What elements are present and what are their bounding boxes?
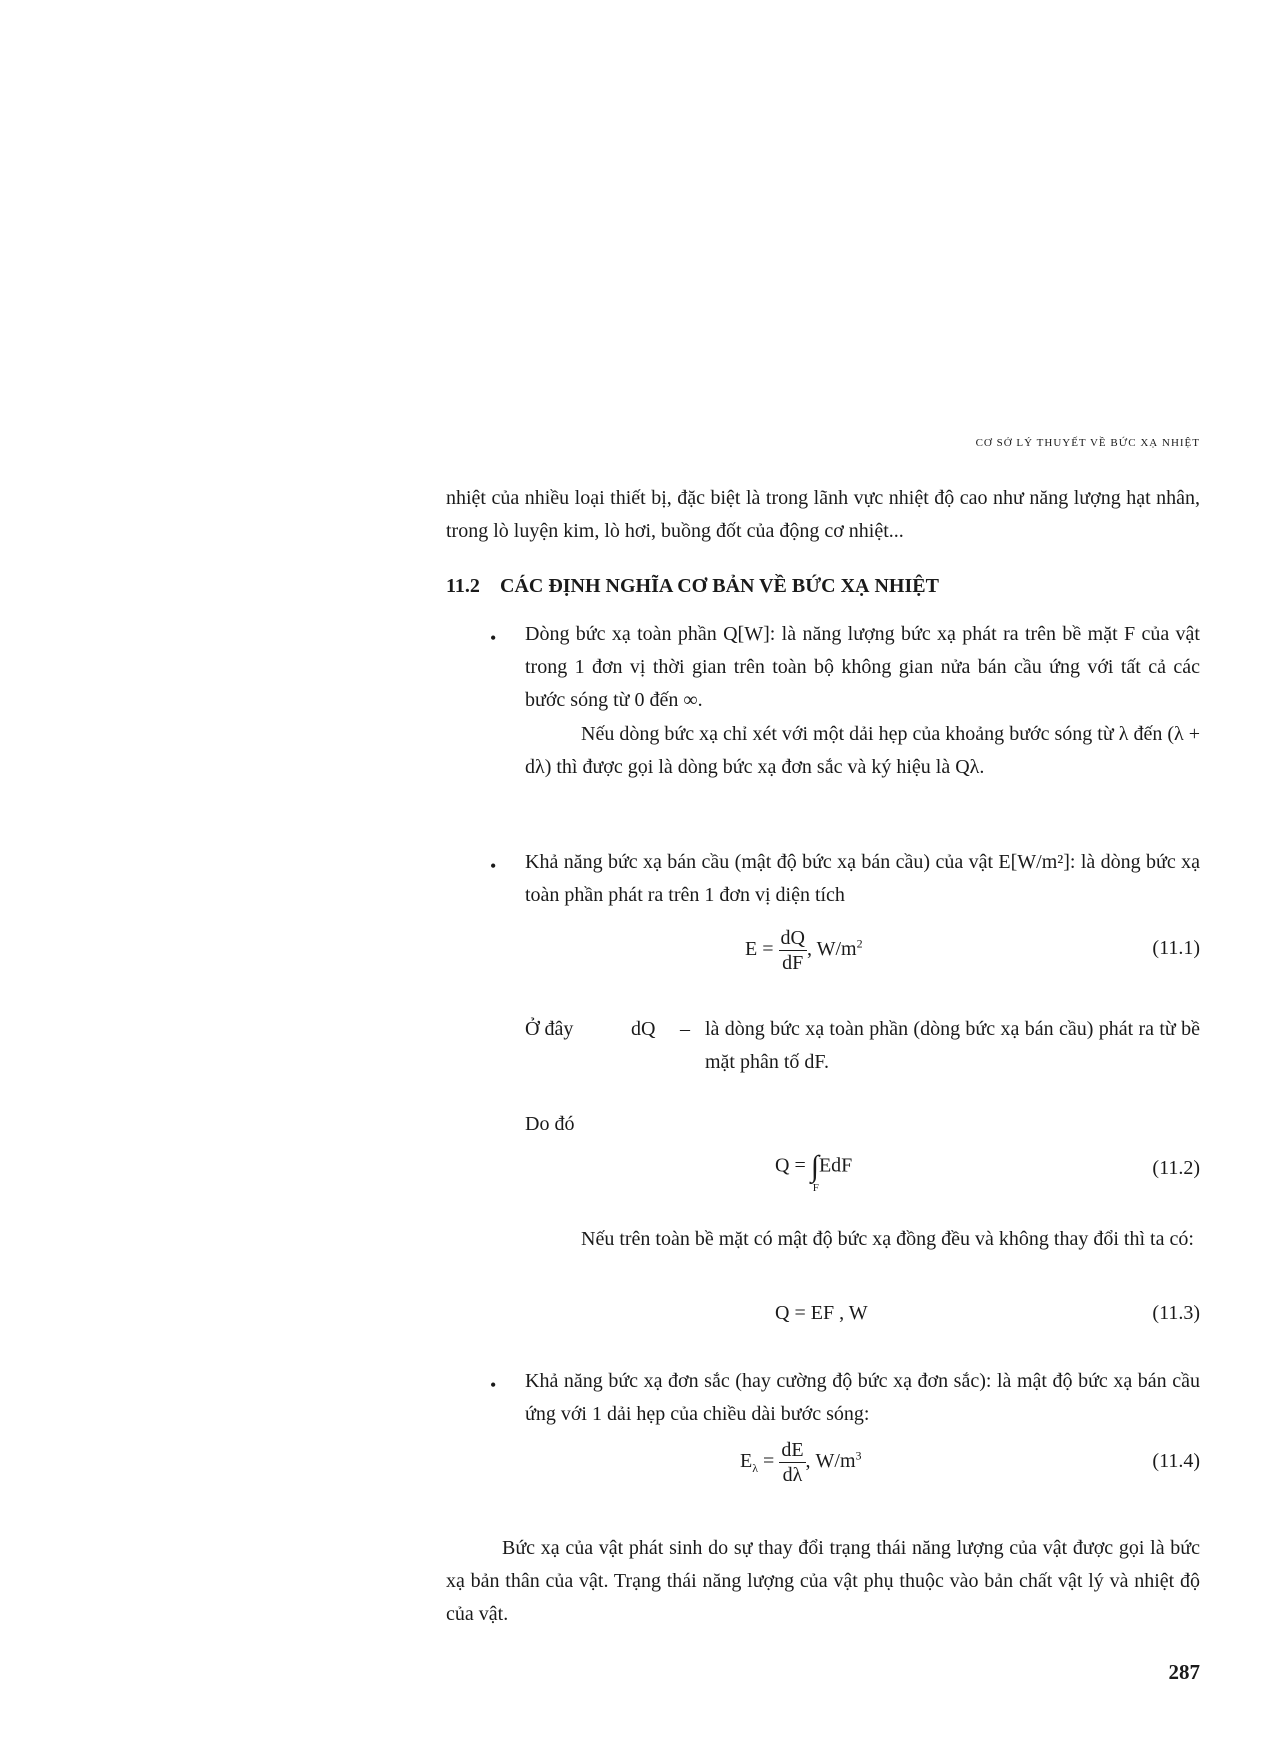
eq1-unit: , W/m (806, 938, 857, 961)
equation-label-11-1: (11.1) (1152, 937, 1200, 959)
eq4-unit-exponent: 3 (855, 1448, 862, 1463)
bullet-dot-icon: • (490, 856, 497, 876)
section-number: 11.2 (446, 575, 480, 597)
bullet-1-continuation: Nếu dòng bức xạ chỉ xét với một dải hẹp của khoảng bước sóng từ λ đến (λ + dλ) thì được gọi là dòng bức xạ đơn sắc và ký hiệu là Qλ. (525, 723, 1200, 778)
eq4-unit: , W/m (805, 1450, 856, 1473)
eq2-body: EdF (818, 1154, 853, 1177)
equation-label-11-2: (11.2) (1152, 1157, 1200, 1179)
bullet-1-text: Dòng bức xạ toàn phần Q[W]: là năng lượng bức xạ phát ra trên bề mặt F của vật trong 1 đơn vị thời gian trên toàn bộ không gian nửa bán cầu ứng với tất cả các bước sóng từ 0 đến ∞. (525, 623, 1200, 711)
equation-11-1 (745, 926, 863, 975)
eq2-lhs: Q = (775, 1154, 806, 1177)
running-header: CƠ SỞ LÝ THUYẾT VỀ BỨC XẠ NHIỆT (975, 437, 1200, 449)
equation-11-4 (740, 1438, 862, 1487)
section-heading (446, 575, 939, 598)
eq1-numerator: dQ (780, 927, 805, 949)
eq1-lhs: E = (745, 938, 774, 961)
uniform-paragraph: Nếu trên toàn bề mặt có mật độ bức xạ đồng đều và không thay đổi thì ta có: (581, 1228, 1194, 1250)
where-lead: Ở đây (525, 1018, 574, 1040)
section-title: CÁC ĐỊNH NGHĨA CƠ BẢN VỀ BỨC XẠ NHIỆT (500, 575, 939, 597)
equation-label-11-4: (11.4) (1152, 1450, 1200, 1472)
intro-paragraph: nhiệt của nhiều loại thiết bị, đặc biệt là trong lãnh vực nhiệt độ cao như năng lượng hạt nhân, trong lò luyện kim, lò hơi, buồng đốt của động cơ nhiệt... (446, 487, 1200, 542)
eq2-lower-limit: F (812, 1182, 819, 1194)
eq4-lhs: E (740, 1450, 753, 1473)
eq1-unit-exponent: 2 (856, 936, 863, 951)
bullet-dot-icon: • (490, 628, 497, 648)
where-dash: – (680, 1018, 690, 1040)
bullet-3-text: Khả năng bức xạ đơn sắc (hay cường độ bức xạ đơn sắc): là mật độ bức xạ bán cầu ứng với 1 dải hẹp của chiều dài bước sóng: (525, 1370, 1200, 1425)
eq1-fraction (779, 926, 807, 975)
eq4-fraction (779, 1438, 805, 1487)
integral-icon: ∫ (810, 1150, 819, 1183)
bullet-2-text: Khả năng bức xạ bán cầu (mật độ bức xạ bán cầu) của vật E[W/m²]: là dòng bức xạ toàn phần phát ra trên 1 đơn vị diện tích (525, 851, 1200, 906)
eq4-denominator: dλ (782, 1464, 803, 1486)
where-description: là dòng bức xạ toàn phần (dòng bức xạ bán cầu) phát ra từ bề mặt phân tố dF. (705, 1018, 1200, 1073)
eq4-numerator: dE (781, 1439, 804, 1461)
equation-label-11-3: (11.3) (1152, 1302, 1200, 1324)
page-number: 287 (1168, 1660, 1200, 1684)
bullet-dot-icon: • (490, 1375, 497, 1395)
eq1-denominator: dF (782, 952, 804, 974)
where-symbol: dQ (631, 1018, 656, 1040)
equation-11-2 (775, 1150, 853, 1194)
closing-paragraph: Bức xạ của vật phát sinh do sự thay đổi trạng thái năng lượng của vật được gọi là bức xạ bản thân của vật. Trạng thái năng lượng của vật phụ thuộc vào bản chất vật lý và nhiệt độ của vật. (446, 1537, 1200, 1625)
eq4-equals: = (763, 1450, 775, 1473)
equation-11-3: Q = EF , W (775, 1302, 868, 1324)
do-do-text: Do đó (525, 1113, 575, 1135)
eq4-lhs-subscript: λ (752, 1461, 759, 1476)
